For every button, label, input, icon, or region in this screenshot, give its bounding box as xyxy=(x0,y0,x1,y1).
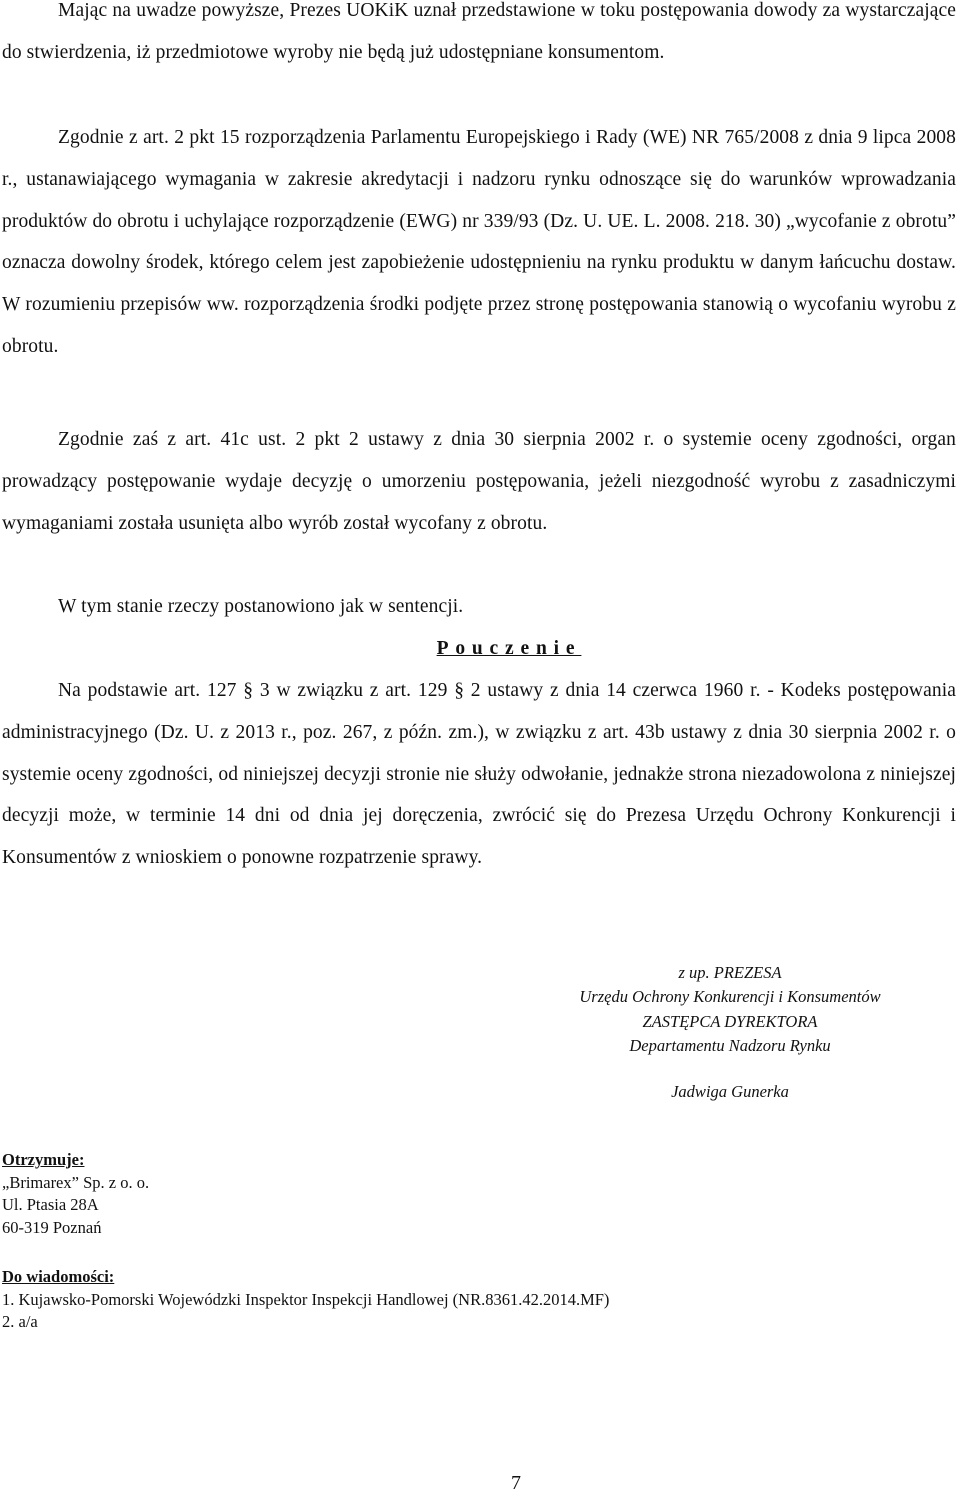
copies-block xyxy=(2,1266,902,1334)
recipient-line: „Brimarex” Sp. z o. o. xyxy=(2,1172,150,1192)
recipients-block xyxy=(2,1149,902,1239)
recipient-line: 60-319 Poznań xyxy=(2,1217,102,1237)
recipients-label: Otrzymuje: xyxy=(2,1150,85,1169)
paragraph-decision: W tym stanie rzeczy postanowiono jak w sentencji. xyxy=(58,596,464,617)
signature-department: Departamentu Nadzoru Rynku xyxy=(629,1035,831,1055)
signature-block xyxy=(520,961,940,1104)
instruction-paragraph: Na podstawie art. 127 § 3 w związku z art. 129 § 2 ustawy z dnia 14 czerwca 1960 r. - Kodeks postępowania administracyjnego (Dz. U. z 2013 r., poz. 267, z późn. zm.), w związku z art. 43b ustawy z dnia 30 sierpnia 2002 r. o systemie oceny zgodności, od niniejszej decyzji stronie nie służy odwołanie, jednakże strona niezadowolona z niniejszej decyzji może, w terminie 14 dni od dnia jej doręczenia, zwrócić się do Prezesa Urzędu Ochrony Konkurencji i Konsumentów z wnioskiem o ponowne rozpatrzenie sprawy. xyxy=(2,680,956,869)
recipient-line: Ul. Ptasia 28A xyxy=(2,1195,99,1215)
page-number: 7 xyxy=(511,1472,521,1494)
copy-line: 1. Kujawsko-Pomorski Wojewódzki Inspektor Inspekcji Handlowej (NR.8361.42.2014.MF) xyxy=(2,1289,610,1309)
signature-name: Jadwiga Gunerka xyxy=(671,1082,789,1102)
signature-office: Urzędu Ochrony Konkurencji i Konsumentów xyxy=(579,987,881,1007)
paragraph-legal-basis: Zgodnie zaś z art. 41c ust. 2 pkt 2 ustawy z dnia 30 sierpnia 2002 r. o systemie oceny zgodności, organ prowadzący postępowanie wydaje decyzję o umorzeniu postępowania, jeżeli niezgodność wyrobu z zasadniczymi wymaganiami została usunięta albo wyrób został wycofany z obrotu. xyxy=(2,429,956,535)
paragraph-regulation-definition: Zgodnie z art. 2 pkt 15 rozporządzenia Parlamentu Europejskiego i Rady (WE) NR 765/2008 z dnia 9 lipca 2008 r., ustanawiającego wymagania w zakresie akredytacji i nadzoru rynku odnoszące się do warunków wprowadzania produktów do obrotu i uchylające rozporządzenie (EWG) nr 339/93 (Dz. U. UE. L. 2008. 218. 30) „wycofanie z obrotu” oznacza dowolny środek, którego celem jest zapobieżenie udostępnieniu na rynku produktu w danym łańcuchu dostaw. W rozumieniu przepisów ww. rozporządzenia środki podjęte przez stronę postępowania stanowią o wycofaniu wyrobu z obrotu. xyxy=(2,127,956,357)
copies-label: Do wiadomości: xyxy=(2,1267,115,1286)
paragraph-conclusion: Mając na uwadze powyższe, Prezes UOKiK uznał przedstawione w toku postępowania dowody za wystarczające do stwierdzenia, iż przedmiotowe wyroby nie będą już udostępniane konsumentom. xyxy=(2,0,956,63)
copy-line: 2. a/a xyxy=(2,1312,38,1332)
instruction-heading: Pouczenie xyxy=(436,638,582,659)
signature-position: ZASTĘPCA DYREKTORA xyxy=(642,1011,818,1031)
signature-authority: z up. PREZESA xyxy=(678,963,782,982)
